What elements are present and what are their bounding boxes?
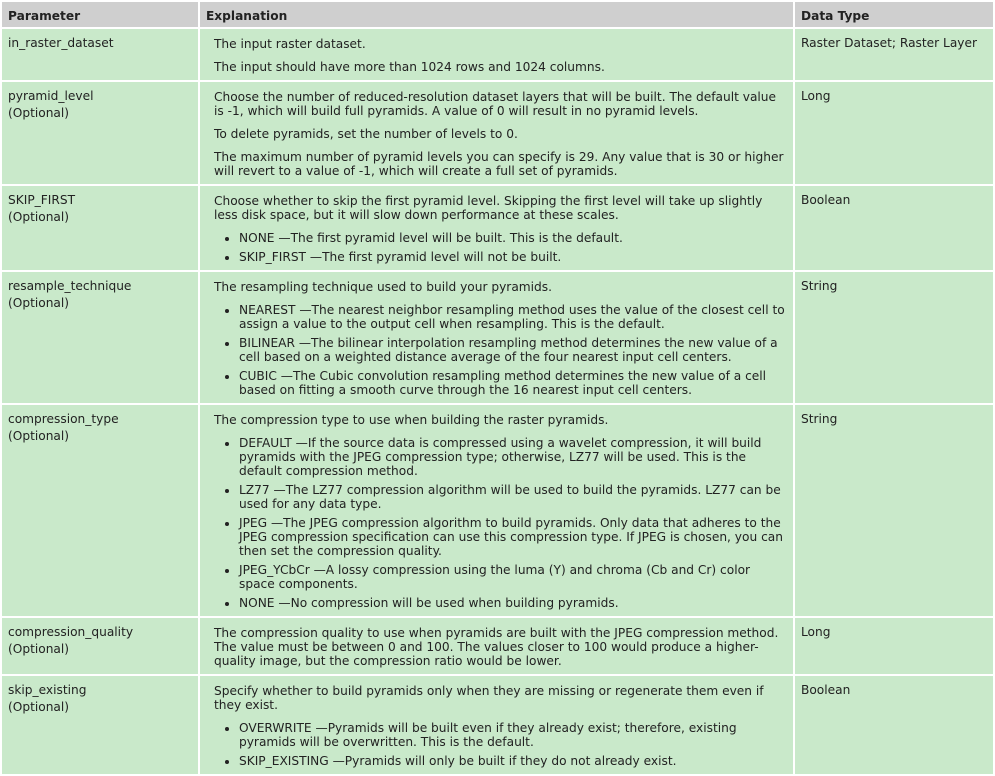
data-type-cell: Long	[795, 82, 993, 184]
option-list	[214, 436, 787, 610]
option-item: • SKIP_FIRST —The first pyramid level will not be built.	[239, 250, 787, 264]
table-row	[2, 29, 993, 80]
parameter-name: SKIP_FIRST	[8, 193, 76, 207]
parameter-name: compression_quality	[8, 625, 134, 639]
optional-label: (Optional)	[8, 429, 70, 443]
option-item: • JPEG —The JPEG compression algorithm to build pyramids. Only data that adheres to the JPEG compression specification can use this compression type. If JPEG is chosen, you can then set the compression quality.	[239, 516, 787, 558]
header-row	[2, 2, 993, 27]
header-explanation: Explanation	[200, 2, 793, 27]
explanation-paragraph: Choose the number of reduced-resolution dataset layers that will be built. The default value is -1, which will build full pyramids. A value of 0 will result in no pyramid levels.	[213, 90, 777, 118]
option-list	[214, 231, 787, 264]
optional-label: (Optional)	[8, 106, 70, 120]
option-item: • SKIP_EXISTING —Pyramids will only be built if they do not already exist.	[239, 754, 787, 768]
optional-label: (Optional)	[8, 210, 70, 224]
data-type-cell: Boolean	[795, 676, 993, 774]
explanation-paragraph: The compression type to use when building the raster pyramids.	[213, 413, 609, 427]
option-item: • CUBIC —The Cubic convolution resampling method determines the new value of a cell based on fitting a smooth curve through the 16 nearest input cell centers.	[239, 369, 787, 397]
explanation-paragraph: To delete pyramids, set the number of levels to 0.	[213, 127, 518, 141]
parameter-name: resample_technique	[8, 279, 132, 293]
table-row	[2, 82, 993, 184]
table-body	[2, 29, 993, 774]
parameter-cell	[2, 82, 198, 184]
explanation-paragraph: The resampling technique used to build your pyramids.	[213, 280, 553, 294]
explanation-paragraph: Choose whether to skip the first pyramid level. Skipping the first level will take up slightly less disk space, but it will slow down performance at these scales.	[213, 194, 763, 222]
explanation-cell	[200, 82, 793, 184]
explanation-paragraph: The input raster dataset.	[213, 37, 366, 51]
option-item: • BILINEAR —The bilinear interpolation resampling method determines the new value of a cell based on a weighted distance average of the four nearest input cell centers.	[239, 336, 787, 364]
explanation-paragraph: The compression quality to use when pyramids are built with the JPEG compression method. The value must be between 0 and 100. The values closer to 100 would produce a higher-quality image, but the compression ratio would be lower.	[213, 626, 779, 668]
data-type-cell: String	[795, 272, 993, 403]
option-item: • DEFAULT —If the source data is compressed using a wavelet compression, it will build pyramids with the JPEG compression type; otherwise, LZ77 will be used. This is the default compression method.	[239, 436, 787, 478]
option-item: • OVERWRITE —Pyramids will be built even if they already exist; therefore, existing pyramids will be overwritten. This is the default.	[239, 721, 787, 749]
table-row	[2, 405, 993, 616]
option-item: • LZ77 —The LZ77 compression algorithm will be used to build the pyramids. LZ77 can be used for any data type.	[239, 483, 787, 511]
parameter-cell	[2, 186, 198, 270]
explanation-paragraph: The input should have more than 1024 rows and 1024 columns.	[213, 60, 605, 74]
explanation-cell	[200, 272, 793, 403]
parameter-cell	[2, 29, 198, 80]
option-item: • NONE —The first pyramid level will be built. This is the default.	[239, 231, 787, 245]
option-item: • JPEG_YCbCr —A lossy compression using the luma (Y) and chroma (Cb and Cr) color space components.	[239, 563, 787, 591]
optional-label: (Optional)	[8, 296, 70, 310]
data-type-cell: Long	[795, 618, 993, 674]
header-parameter: Parameter	[2, 2, 198, 27]
parameter-name: pyramid_level	[8, 89, 94, 103]
option-list	[214, 303, 787, 397]
explanation-cell	[200, 676, 793, 774]
table-row	[2, 272, 993, 403]
explanation-cell	[200, 186, 793, 270]
explanation-paragraph: Specify whether to build pyramids only when they are missing or regenerate them even if they exist.	[213, 684, 764, 712]
table-row	[2, 618, 993, 674]
parameter-name: skip_existing	[8, 683, 87, 697]
table-row	[2, 676, 993, 774]
parameter-cell	[2, 272, 198, 403]
data-type-cell: Raster Dataset; Raster Layer	[795, 29, 993, 80]
explanation-cell	[200, 29, 793, 80]
explanation-cell	[200, 618, 793, 674]
header-data-type: Data Type	[795, 2, 993, 27]
option-item: • NEAREST —The nearest neighbor resampling method uses the value of the closest cell to assign a value to the output cell when resampling. This is the default.	[239, 303, 787, 331]
explanation-cell	[200, 405, 793, 616]
optional-label: (Optional)	[8, 642, 70, 656]
option-list	[214, 721, 787, 768]
explanation-paragraph: The maximum number of pyramid levels you can specify is 29. Any value that is 30 or higher will revert to a value of -1, which will create a full set of pyramids.	[213, 150, 784, 178]
data-type-cell: String	[795, 405, 993, 616]
parameter-cell	[2, 405, 198, 616]
table-row	[2, 186, 993, 270]
parameter-cell	[2, 618, 198, 674]
option-item: • NONE —No compression will be used when building pyramids.	[239, 596, 787, 610]
parameter-cell	[2, 676, 198, 774]
parameter-name: compression_type	[8, 412, 119, 426]
optional-label: (Optional)	[8, 700, 70, 714]
parameter-name: in_raster_dataset	[8, 36, 114, 50]
data-type-cell: Boolean	[795, 186, 993, 270]
